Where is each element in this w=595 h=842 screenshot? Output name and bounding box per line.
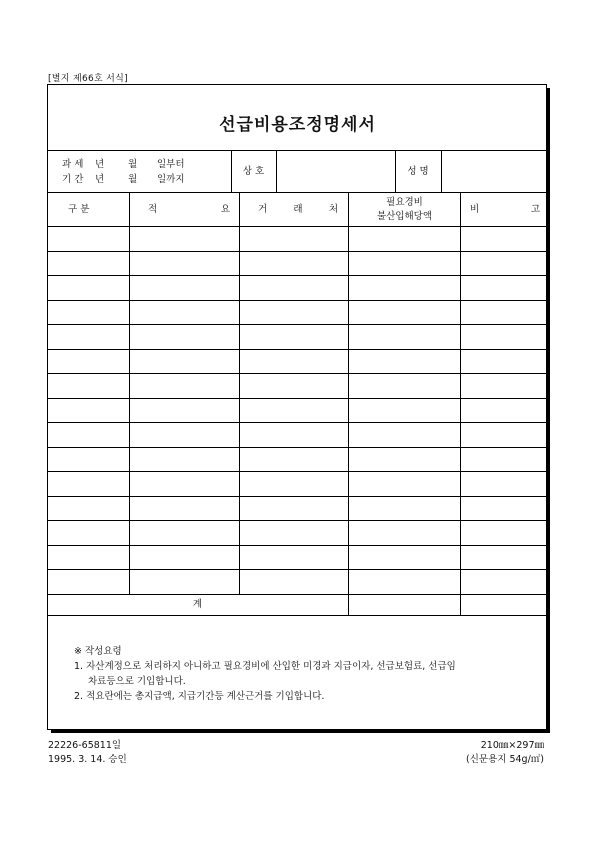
header-expense-line2: 불산입해당액: [376, 211, 433, 222]
table-row-line: [47, 324, 547, 325]
notes-item-2: 2. 적요란에는 총지급액, 지급기간등 계산근거를 기입합니다.: [74, 691, 325, 702]
total-row-bottom-line: [47, 615, 547, 616]
table-row-line: [47, 471, 547, 472]
column-divider-3: [348, 192, 349, 615]
footer-right: [400, 739, 544, 767]
header-category: 구 분: [68, 204, 90, 215]
period-to-day: 일까지: [157, 174, 185, 185]
column-divider-2: [239, 192, 240, 594]
table-row-line: [47, 300, 547, 301]
table-row-line: [47, 520, 547, 521]
table-row-line: [47, 275, 547, 276]
frame-shadow-bottom: [51, 730, 550, 733]
table-row-line: [47, 349, 547, 350]
period-label-line1: 과 세: [62, 159, 84, 170]
total-label: 계: [192, 599, 203, 610]
representative-name-field[interactable]: [442, 151, 546, 191]
column-divider-1: [129, 192, 130, 594]
notes-section: [74, 644, 544, 704]
notes-item-1: 1. 자산계정으로 처리하지 아니하고 필요경비에 산입한 미경과 지급이자, 선급보험료, 선급임: [74, 661, 456, 672]
approval-date: 1995. 3. 14. 승인: [48, 754, 127, 765]
info-row-bottom-line: [47, 192, 547, 193]
column-divider-4: [460, 192, 461, 615]
table-row-line: [47, 422, 547, 423]
table-row-line: [47, 545, 547, 546]
table-row-line: [47, 569, 547, 570]
company-name-label: 상 호: [242, 166, 265, 177]
table-row-line: [47, 594, 547, 595]
notes-heading: ※ 작성요령: [74, 646, 122, 657]
header-counterparty: 거 래 처: [258, 204, 338, 215]
period-from-year: 년: [95, 159, 105, 170]
form-number-label: [별지 제66호 서식]: [48, 74, 128, 84]
table-row-line: [47, 496, 547, 497]
notes-item-1-cont: 차료등으로 기입합니다.: [88, 676, 186, 687]
header-remarks: 비 고: [470, 204, 540, 215]
table-row-line: [47, 398, 547, 399]
company-name-field[interactable]: [277, 151, 395, 191]
header-description: 적 요: [148, 204, 230, 215]
table-header-bottom-line: [47, 226, 547, 227]
period-from-day: 일부터: [157, 159, 185, 170]
paper-size: 210㎜×297㎜: [480, 740, 544, 751]
period-to-year: 년: [95, 174, 105, 185]
table-row-line: [47, 447, 547, 448]
footer-left: [48, 739, 127, 767]
period-from-month: 월: [128, 159, 138, 170]
header-expense-line1: 필요경비: [386, 197, 423, 208]
form-code: 22226-65811일: [48, 740, 122, 751]
period-label-line2: 기 간: [62, 174, 84, 185]
paper-type: (신문용지 54g/㎡): [466, 754, 544, 765]
table-row-line: [47, 373, 547, 374]
representative-name-label: 성 명: [407, 166, 429, 177]
form-title: 선급비용조정명세서: [219, 115, 376, 135]
frame-shadow-right: [547, 88, 550, 733]
period-to-month: 월: [128, 174, 138, 185]
table-row-line: [47, 251, 547, 252]
